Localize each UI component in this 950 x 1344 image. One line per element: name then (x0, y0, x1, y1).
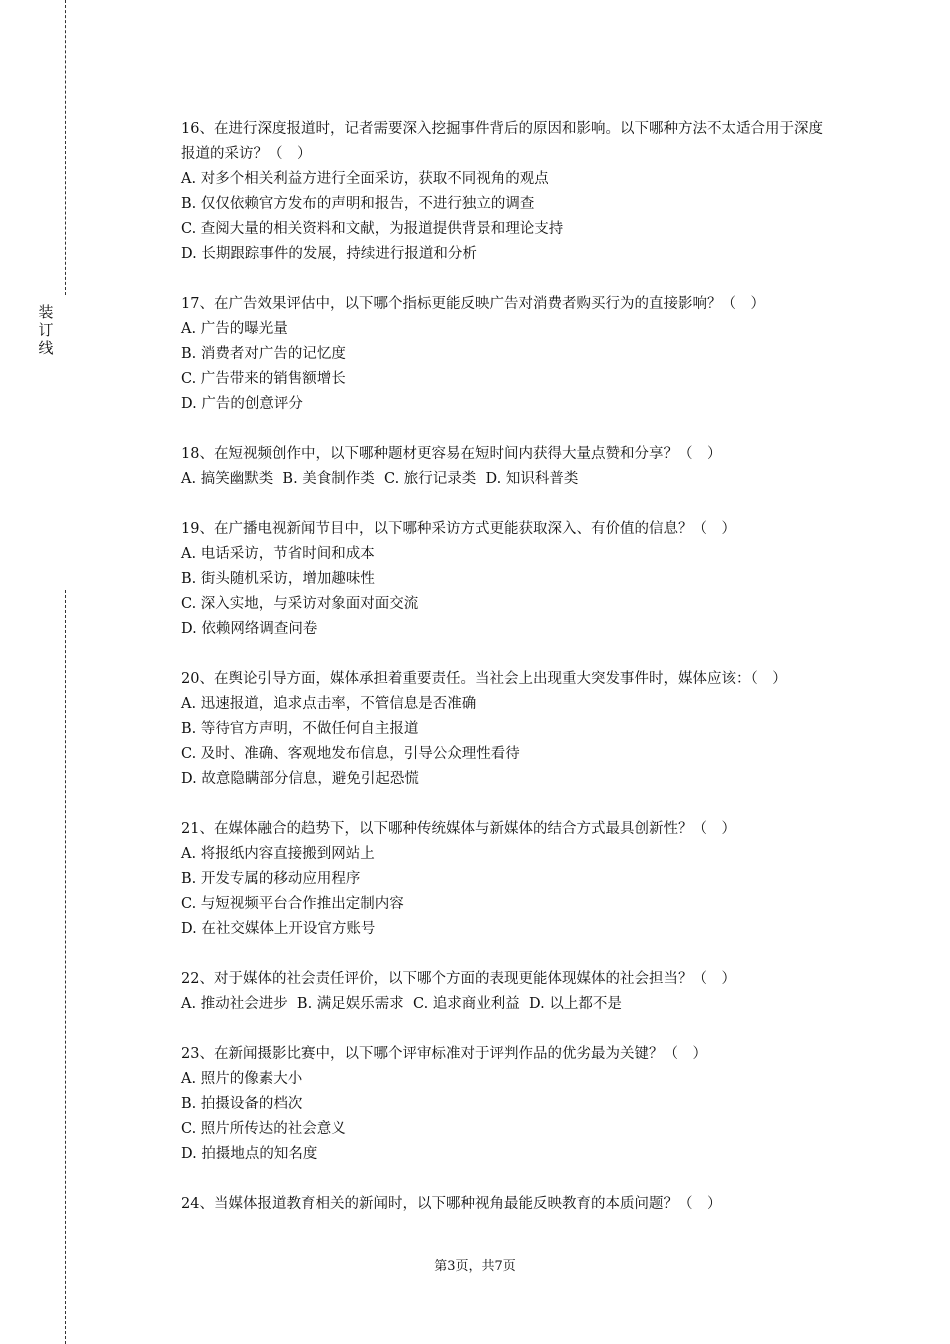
option-line: A. 搞笑幽默类 B. 美食制作类 C. 旅行记录类 D. 知识科普类 (181, 471, 579, 487)
question-stem: 19、在广播电视新闻节目中，以下哪种采访方式更能获取深入、有价值的信息？（ ） (181, 521, 736, 537)
option-b: B. 街头随机采访，增加趣味性 (181, 571, 375, 587)
page-number: 第3页，共7页 (434, 1259, 516, 1274)
binding-line-top (65, 0, 66, 295)
option-d: D. 故意隐瞒部分信息，避免引起恐慌 (181, 771, 419, 787)
question-stem: 21、在媒体融合的趋势下，以下哪种传统媒体与新媒体的结合方式最具创新性？（ ） (181, 821, 736, 837)
option-a: A. 广告的曝光量 (181, 321, 288, 337)
option-b: B. 拍摄设备的档次 (181, 1096, 303, 1112)
option-b: B. 消费者对广告的记忆度 (181, 346, 346, 362)
option-b: B. 仅仅依赖官方发布的声明和报告，不进行独立的调查 (181, 196, 535, 212)
question-stem: 22、对于媒体的社会责任评价，以下哪个方面的表现更能体现媒体的社会担当？（ ） (181, 971, 736, 987)
question-stem: 24、当媒体报道教育相关的新闻时，以下哪种视角最能反映教育的本质问题？（ ） (181, 1196, 722, 1212)
question-stem: 18、在短视频创作中，以下哪种题材更容易在短时间内获得大量点赞和分享？（ ） (181, 446, 722, 462)
option-c: C. 照片所传达的社会意义 (181, 1121, 346, 1137)
question-stem: 17、在广告效果评估中，以下哪个指标更能反映广告对消费者购买行为的直接影响？（ ） (181, 296, 765, 312)
option-b: B. 等待官方声明，不做任何自主报道 (181, 721, 419, 737)
option-a: A. 电话采访，节省时间和成本 (181, 546, 375, 562)
page-footer (0, 1258, 950, 1276)
question-stem: 16、在进行深度报道时，记者需要深入挖掘事件背后的原因和影响。以下哪种方法不太适合用于深度报道的采访？（ ） (181, 121, 823, 162)
question-list (181, 117, 841, 1242)
option-d: D. 在社交媒体上开设官方账号 (181, 921, 376, 937)
question-20 (181, 667, 841, 792)
option-line: A. 推动社会进步 B. 满足娱乐需求 C. 追求商业利益 D. 以上都不是 (181, 996, 622, 1012)
question-stem: 23、在新闻摄影比赛中，以下哪个评审标准对于评判作品的优劣最为关键？（ ） (181, 1046, 707, 1062)
question-24 (181, 1192, 841, 1217)
binding-label (37, 303, 55, 357)
option-d: D. 拍摄地点的知名度 (181, 1146, 318, 1162)
question-16 (181, 117, 841, 267)
question-17 (181, 292, 841, 417)
question-23 (181, 1042, 841, 1167)
option-a: A. 迅速报道，追求点击率，不管信息是否准确 (181, 696, 477, 712)
binding-line-bottom (65, 590, 66, 1344)
option-a: A. 对多个相关利益方进行全面采访，获取不同视角的观点 (181, 171, 549, 187)
option-c: C. 广告带来的销售额增长 (181, 371, 346, 387)
binding-char: 订 (38, 321, 54, 339)
question-22 (181, 967, 841, 1017)
question-18 (181, 442, 841, 492)
option-c: C. 深入实地，与采访对象面对面交流 (181, 596, 419, 612)
option-c: C. 与短视频平台合作推出定制内容 (181, 896, 404, 912)
question-19 (181, 517, 841, 642)
option-a: A. 照片的像素大小 (181, 1071, 303, 1087)
option-d: D. 广告的创意评分 (181, 396, 303, 412)
option-c: C. 及时、准确、客观地发布信息，引导公众理性看待 (181, 746, 520, 762)
option-d: D. 长期跟踪事件的发展，持续进行报道和分析 (181, 246, 477, 262)
question-21 (181, 817, 841, 942)
option-b: B. 开发专属的移动应用程序 (181, 871, 361, 887)
option-c: C. 查阅大量的相关资料和文献，为报道提供背景和理论支持 (181, 221, 564, 237)
binding-char: 线 (38, 339, 54, 357)
question-stem: 20、在舆论引导方面，媒体承担着重要责任。当社会上出现重大突发事件时，媒体应该：（ ） (181, 671, 787, 687)
option-d: D. 依赖网络调查问卷 (181, 621, 318, 637)
option-a: A. 将报纸内容直接搬到网站上 (181, 846, 375, 862)
binding-char: 装 (38, 303, 54, 321)
